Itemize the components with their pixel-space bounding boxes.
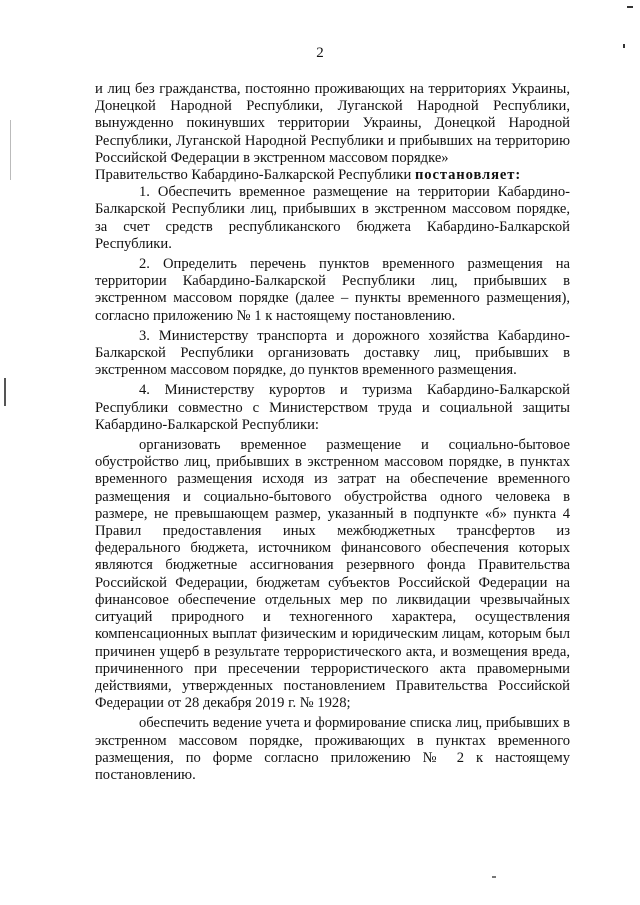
resolution-lead: Правительство Кабардино-Балкарской Республики <box>95 167 415 184</box>
scan-mark <box>10 120 11 180</box>
paragraph-item-3: 3. Министерству транспорта и дорожного хозяйства Кабардино-Балкарской Республики организовать доставку лиц, прибывших в экстренном массовом порядке, до пунктов временного размещения. <box>95 327 570 379</box>
document-body <box>95 81 570 784</box>
paragraph-resolution <box>95 167 570 184</box>
page-number: 2 <box>316 45 324 61</box>
scan-mark <box>627 6 633 8</box>
paragraph-item-2: 2. Определить перечень пунктов временного размещения на территории Кабардино-Балкарской Республики лиц, прибывших в экстренном массовом порядке (далее – пункты временного размещения), согласно приложению № 1 к настоящему постановлению. <box>95 256 570 324</box>
scan-mark <box>4 378 6 406</box>
resolution-keyword: постановляет: <box>414 167 522 184</box>
paragraph-organize: организовать временное размещение и социально-бытовое обустройство лиц, прибывших в экстренном массовом порядке, в пунктах временного размещения исходя из затрат на обеспечение временного размещения и социально-бытового обустройства одного человека в размере, не превышающем размер, указанный в подпункте «б» пункта 4 Правил предоставления иных межбюджетных трансфертов из федерального бюджета, источником финансового обеспечения которых являются бюджетные ассигнования резервного фонда Правительства Российской Федерации, бюджетам субъектов Российской Федерации на финансовое обеспечение отдельных мер по ликвидации чрезвычайных ситуаций природного и техногенного характера, осуществления компенсационных выплат физическим и юридическим лицам, которым был причинен ущерб в результате террористического акта, и возмещения вреда, причиненного при пресечении террористического акта правомерными действиями, утвержденных постановлением Правительства Российской Федерации от 28 декабря 2019 г. № 1928; <box>95 437 570 712</box>
paragraph-ensure: обеспечить ведение учета и формирование списка лиц, прибывших в экстренном массовом порядке, проживающих в пунктах временного размещения, по форме согласно приложению № 2 к настоящему постановлению. <box>95 715 570 783</box>
scan-mark <box>492 876 496 878</box>
paragraph-item-1: 1. Обеспечить временное размещение на территории Кабардино-Балкарской Республики лиц, прибывших в экстренном массовом порядке, за счет средств республиканского бюджета Кабардино-Балкарской Республики. <box>95 184 570 252</box>
paragraph-preamble-end: и лиц без гражданства, постоянно проживающих на территориях Украины, Донецкой Народной Республики, Луганской Народной Республики, вынужденно покинувших территории Украины, Донецкой Народной Республики, Луганской Народной Республики и прибывших на территорию Российской Федерации в экстренном массовом порядке» <box>95 81 570 166</box>
paragraph-item-4: 4. Министерству курортов и туризма Кабардино-Балкарской Республики совместно с Министерством труда и социальной защиты Кабардино-Балкарской Республики: <box>95 382 570 433</box>
